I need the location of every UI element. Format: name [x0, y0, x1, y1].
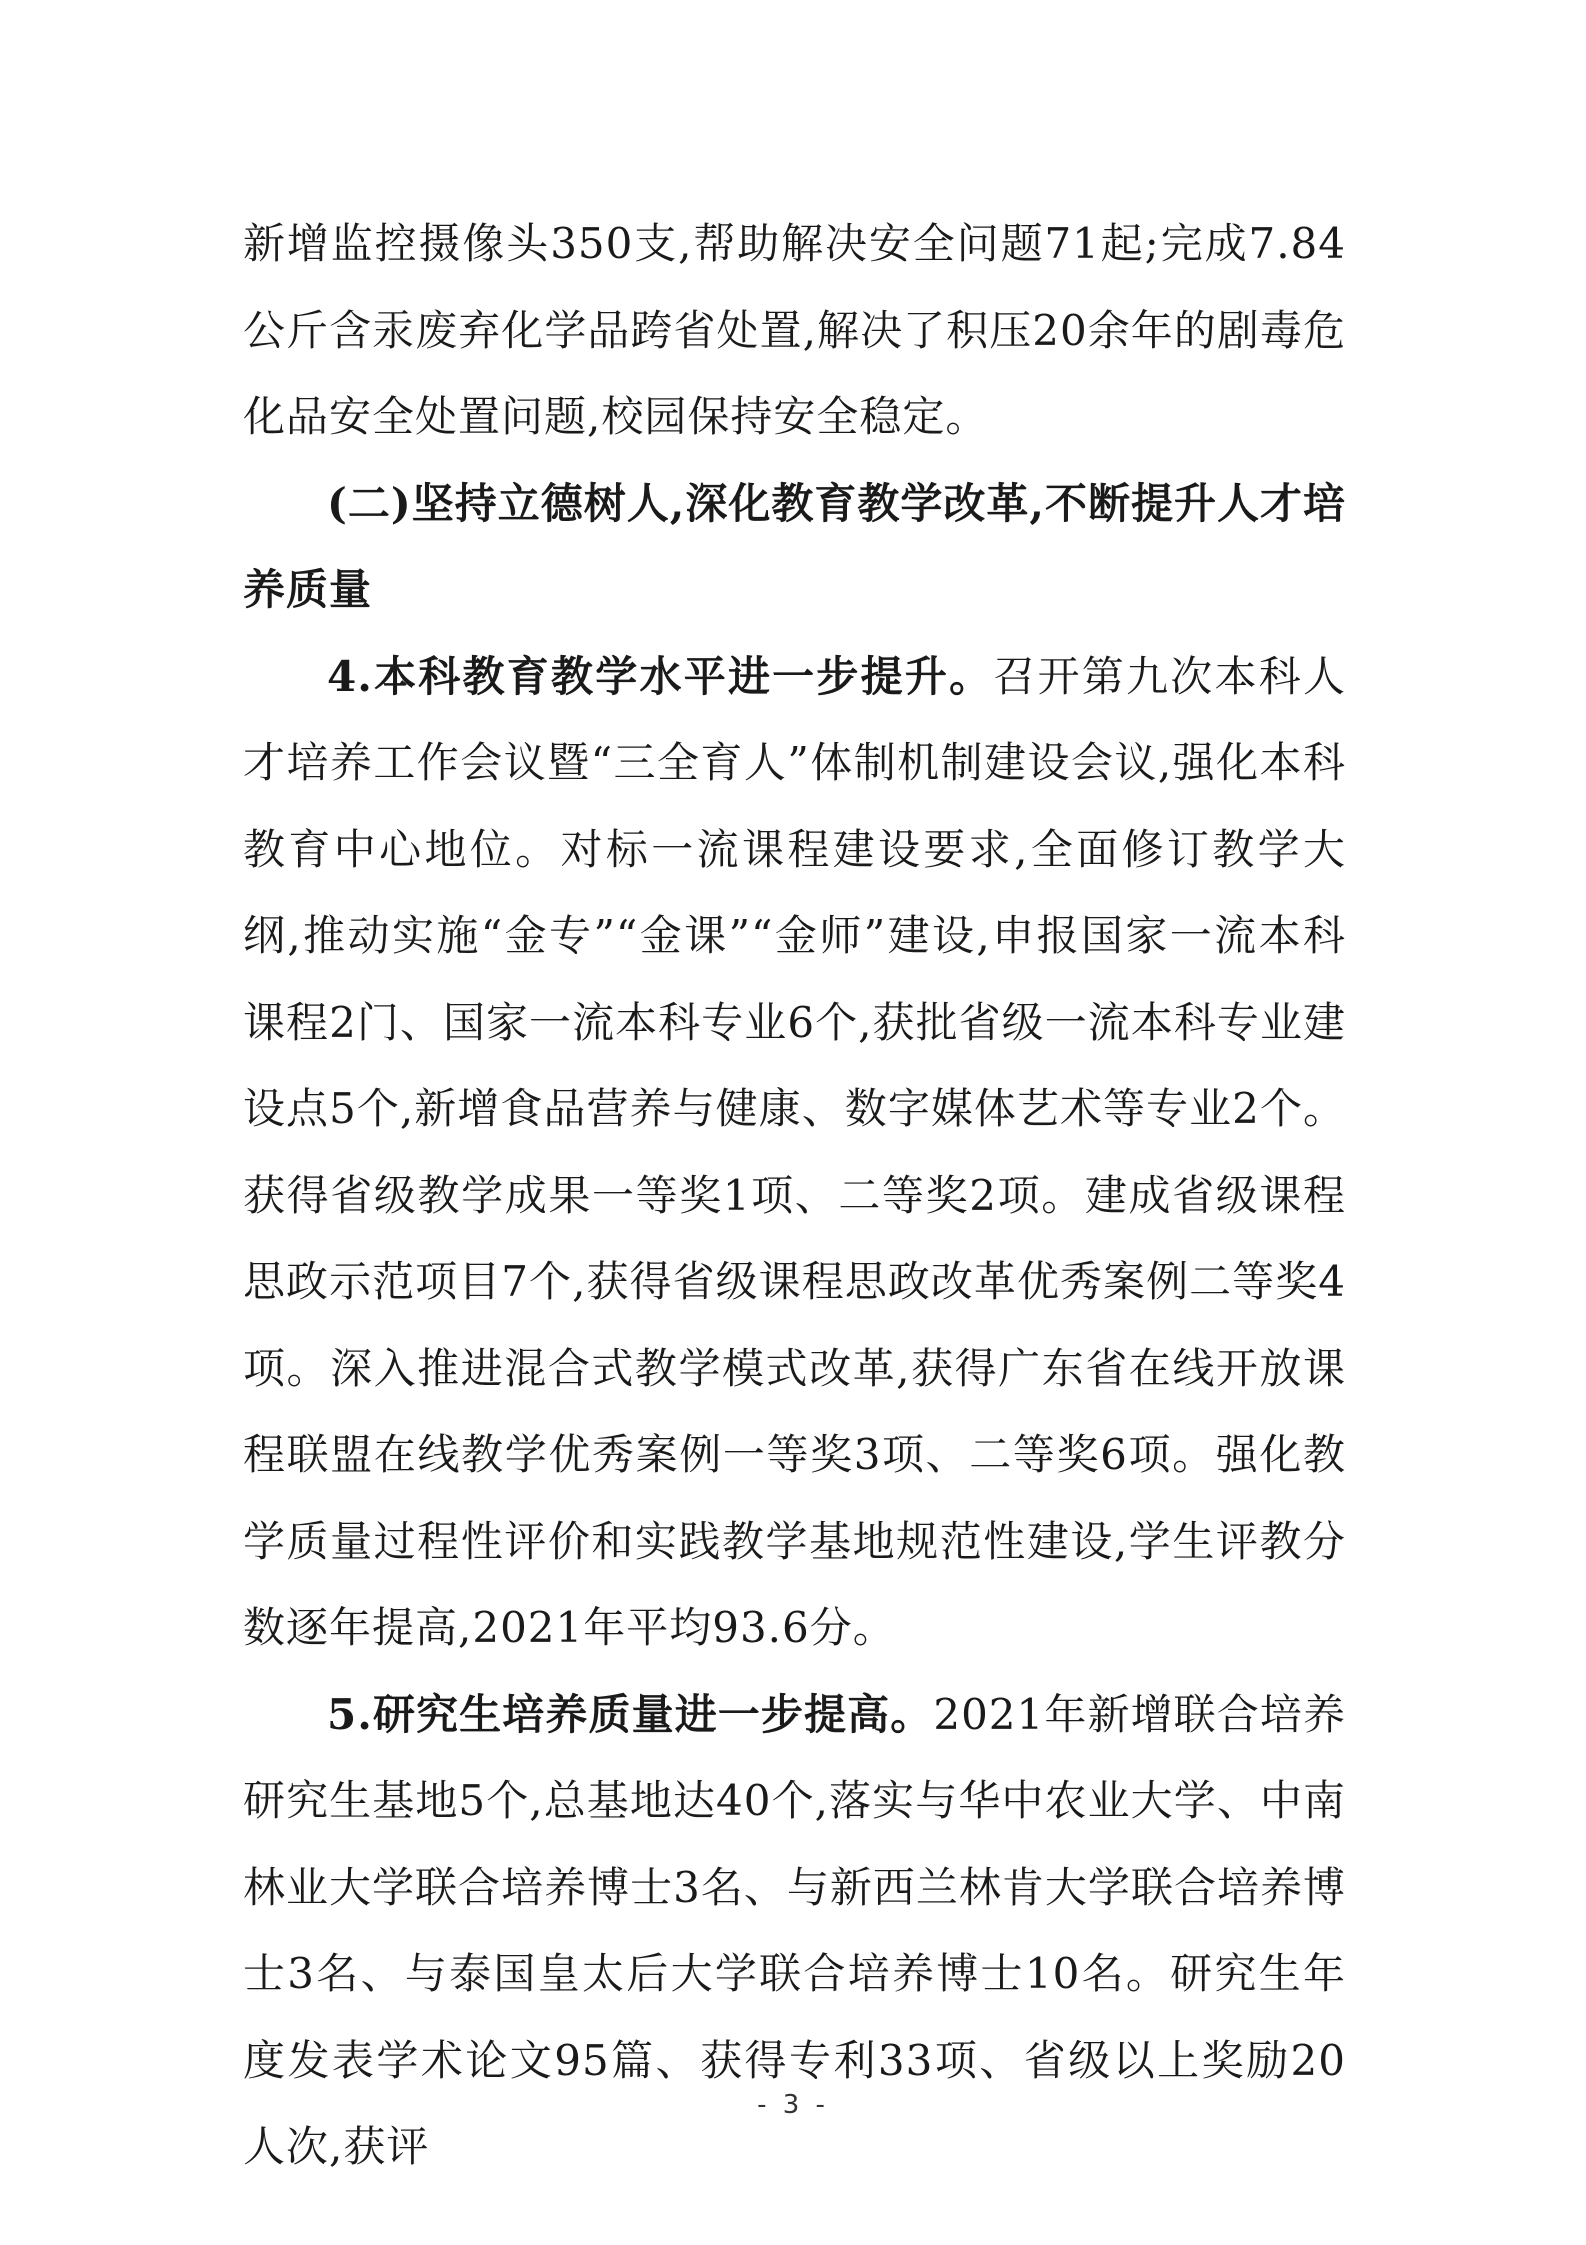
- section-heading: (二)坚持立德树人,深化教育教学改革,不断提升人才培养质量: [243, 478, 1346, 614]
- item-4-title: 4.本科教育教学水平进一步提升。: [327, 651, 994, 701]
- item-5-title: 5.研究生培养质量进一步提高。: [327, 1689, 934, 1739]
- continuation-paragraph: 新增监控摄像头350支,帮助解决安全问题71起;完成7.84公斤含汞废弃化学品跨省处置,解决了积压20余年的剧毒危化品安全处置问题,校园保持安全稳定。: [243, 219, 1346, 441]
- body-text: [243, 201, 1346, 2191]
- page-number: - 3 -: [757, 2090, 829, 2120]
- item-4-body: 召开第九次本科人才培养工作会议暨“三全育人”体制机制建设会议,强化本科教育中心地位。对标一流课程建设要求,全面修订教学大纲,推动实施“金专”“金课”“金师”建设,申报国家一流本科课程2门、国家一流本科专业6个,获批省级一流本科专业建设点5个,新增食品营养与健康、数字媒体艺术等专业2个。获得省级教学成果一等奖1项、二等奖2项。建成省级课程思政示范项目7个,获得省级课程思政改革优秀案例二等奖4项。深入推进混合式教学模式改革,获得广东省在线开放课程联盟在线教学优秀案例一等奖3项、二等奖6项。强化教学质量过程性评价和实践教学基地规范性建设,学生评教分数逐年提高,2021年平均93.6分。: [243, 651, 1346, 1652]
- item-5-body: 2021年新增联合培养研究生基地5个,总基地达40个,落实与华中农业大学、中南林业大学联合培养博士3名、与新西兰林肯大学联合培养博士3名、与泰国皇太后大学联合培养博士10名。研究生年度发表学术论文95篇、获得专利33项、省级以上奖励20人次,获评: [243, 1689, 1346, 2171]
- item-4-paragraph: [243, 634, 1346, 1672]
